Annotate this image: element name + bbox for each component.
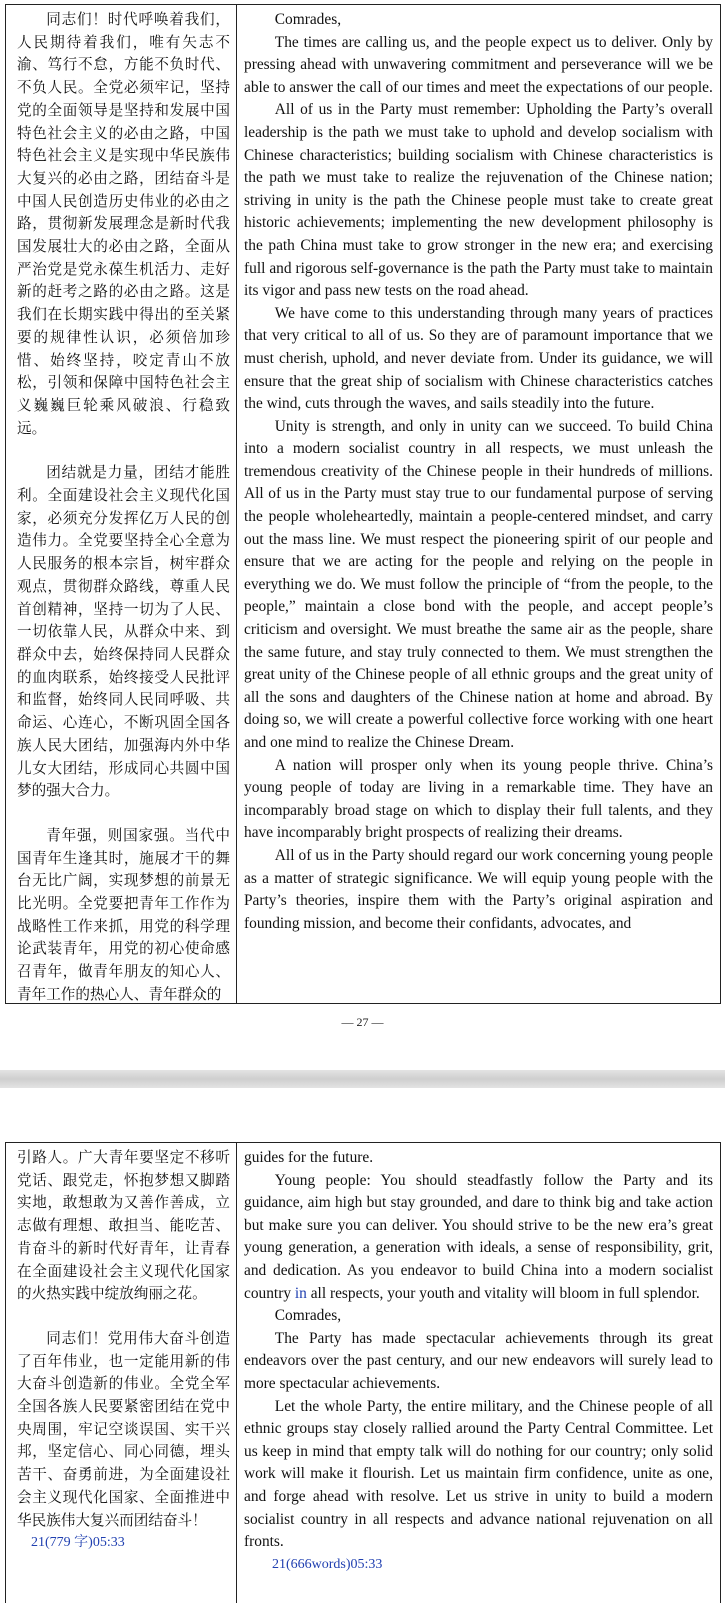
english-column bbox=[237, 1143, 720, 1603]
zh-paragraph: 同志们！党用伟大奋斗创造了百年伟业，也一定能用新的伟大奋斗创造新的伟业。全党全军全国各族人民要紧密团结在党中央周围，牢记空谈误国、实干兴邦，坚定信心、同心同德，埋头苦干、奋勇前进，为全面建设社会主义现代化国家、全面推进中华民族伟大复兴而团结奋斗！ bbox=[17, 1329, 230, 1529]
en-paragraph bbox=[244, 1170, 713, 1306]
en-text: Young people: You should steadfastly follow the Party and its guidance, aim high but stay grounded, and dare to think big and take action but make sure you can deliver. You should strive to be the new era’s great young generation, a generation with ideals, a sense of responsibility, grit, and dedication. As you endeavor to build China into a modern socialist country bbox=[244, 1171, 713, 1302]
zh-paragraph: 同志们！时代呼唤着我们，人民期待着我们，唯有矢志不渝、笃行不怠，方能不负时代、不负人民。全党必须牢记，坚持党的全面领导是坚持和发展中国特色社会主义的必由之路，中国特色社会主义是实现中华民族伟大复兴的必由之路，团结奋斗是中国人民创造历史伟业的必由之路，贯彻新发展理念是新时代我国发展壮大的必由之路，全面从严治党是党永葆生机活力、走好新的赶考之路的必由之路。这是我们在长期实践中得出的至关紧要的规律性认识，必须倍加珍惜、始终坚持，咬定青山不放松，引领和保障中国特色社会主义巍巍巨轮乘风破浪、行稳致远。 bbox=[17, 11, 230, 437]
en-paragraph: Let the whole Party, the entire military, and the Chinese people of all ethnic groups stay closely rallied around the Party Central Committee. Let us keep in mind that empty talk will do nothing for our country; only solid work will make it flourish. Let us maintain firm confidence, unite as one, and forge ahead with resolve. Let us strive in unity to build a modern socialist country in all respects and advance national rejuvenation on all fronts. bbox=[244, 1397, 713, 1551]
en-paragraph: A nation will prosper only when its young people thrive. China’s young people of today are living in a remarkable time. They have an incomparably broad stage on which to display their full talents, and they have incomparably bright prospects of realizing their dreams. bbox=[244, 756, 713, 842]
en-paragraph: guides for the future. bbox=[244, 1149, 374, 1166]
zh-paragraph: 青年强，则国家强。当代中国青年生逢其时，施展才干的舞台无比广阔，实现梦想的前景无比光明。全党要把青年工作作为战略性工作来抓，用党的科学理论武装青年，用党的初心使命感召青年，做青年朋友的知心人、青年工作的热心人、青年群众的 bbox=[17, 826, 230, 1003]
chinese-column bbox=[6, 1143, 237, 1603]
en-paragraph: Comrades, bbox=[274, 1307, 342, 1325]
bilingual-table bbox=[5, 1142, 721, 1603]
bilingual-table bbox=[5, 4, 721, 1004]
en-paragraph: All of us in the Party should regard our work concerning young people as a matter of strategic significance. We will equip young people with the Party’s theories, inspire them with the Party’s original aspiration and founding mission, and become their confidants, advocates, and bbox=[244, 846, 713, 932]
highlighted-word: in bbox=[294, 1284, 307, 1302]
en-word-count: 21(666words)05:33 bbox=[272, 1556, 383, 1572]
en-paragraph: All of us in the Party must remember: Upholding the Party’s overall leadership is the path we must take to uphold and develop socialism with Chinese characteristics; building socialism with Chinese characteristics is the path we must take to realize the rejuvenation of the Chinese nation; striving in unity is the path the Chinese people must take to create great historic achievements; implementing the new development philosophy is the path China must take to grow stronger in the new era; and exercising full and rigorous self-governance is the path the Party must take to maintain its vigor and pass new tests on the road ahead. bbox=[244, 101, 713, 300]
page-separator bbox=[0, 1070, 725, 1088]
en-paragraph: Comrades, bbox=[274, 11, 342, 28]
zh-paragraph: 团结就是力量，团结才能胜利。全面建设社会主义现代化国家，必须充分发挥亿万人民的创造伟力。全党要坚持全心全意为人民服务的根本宗旨，树牢群众观点，贯彻群众路线，尊重人民首创精神，坚持一切为了人民、一切依靠人民，从群众中来、到群众中去，始终保持同人民群众的血肉联系，始终接受人民批评和监督，始终同人民同呼吸、共命运、心连心，不断巩固全国各族人民大团结，加强海内外中华儿女大团结，形成同心共圆中国梦的强大合力。 bbox=[17, 464, 230, 800]
en-paragraph: The Party has made spectacular achievements through its great endeavors over the past century, and our new endeavors will surely lead to more spectacular achievements. bbox=[244, 1329, 713, 1392]
zh-paragraph: 引路人。广大青年要坚定不移听党话、跟党走，怀抱梦想又脚踏实地，敢想敢为又善作善成，立志做有理想、敢担当、能吃苦、肯奋斗的新时代好青年，让青春在全面建设社会主义现代化国家的火热实践中绽放绚丽之花。 bbox=[17, 1149, 230, 1303]
en-paragraph: We have come to this understanding through many years of practices that very critical to all of us. So they are of paramount importance that we must cherish, uphold, and never deviate from. Under its guidance, we will ensure that the great ship of socialism with Chinese characteristics catches the wind, cuts through the waves, and sails steadily into the future. bbox=[244, 304, 713, 413]
zh-word-count: 21(779 字)05:33 bbox=[31, 1535, 125, 1551]
chinese-column bbox=[6, 5, 237, 1003]
en-text: all respects, your youth and vitality will bloom in full splendor. bbox=[310, 1284, 700, 1302]
en-paragraph: Unity is strength, and only in unity can we succeed. To build China into a modern socialist country in all respects, we must unleash the tremendous creativity of the Chinese people in their hundreds of millions. All of us in the Party must stay true to our fundamental purpose of serving the people wholeheartedly, maintain a people-centered mindset, and carry out the mass line. We must respect the pioneering spirit of our people and ensure that we are acting for the people and relying on the people in everything we do. We must follow the principle of “from the people, to the people,” maintain a close bond with the people, and accept people’s criticism and oversight. We must breathe the same air as the people, share the same future, and stay truly connected to them. We must strengthen the great unity of the Chinese people of all ethnic groups and the great unity of all the sons and daughters of the Chinese nation at home and abroad. By doing so, we will create a powerful collective force working with one heart and one mind to realize the Chinese Dream. bbox=[244, 417, 713, 751]
english-column bbox=[237, 5, 720, 1003]
en-paragraph: The times are calling us, and the people expect us to deliver. Only by pressing ahead with unwavering commitment and perseverance will we be able to answer the call of our times and meet the expectations of our people. bbox=[244, 33, 713, 96]
page-number: — 27 — bbox=[341, 1015, 384, 1029]
